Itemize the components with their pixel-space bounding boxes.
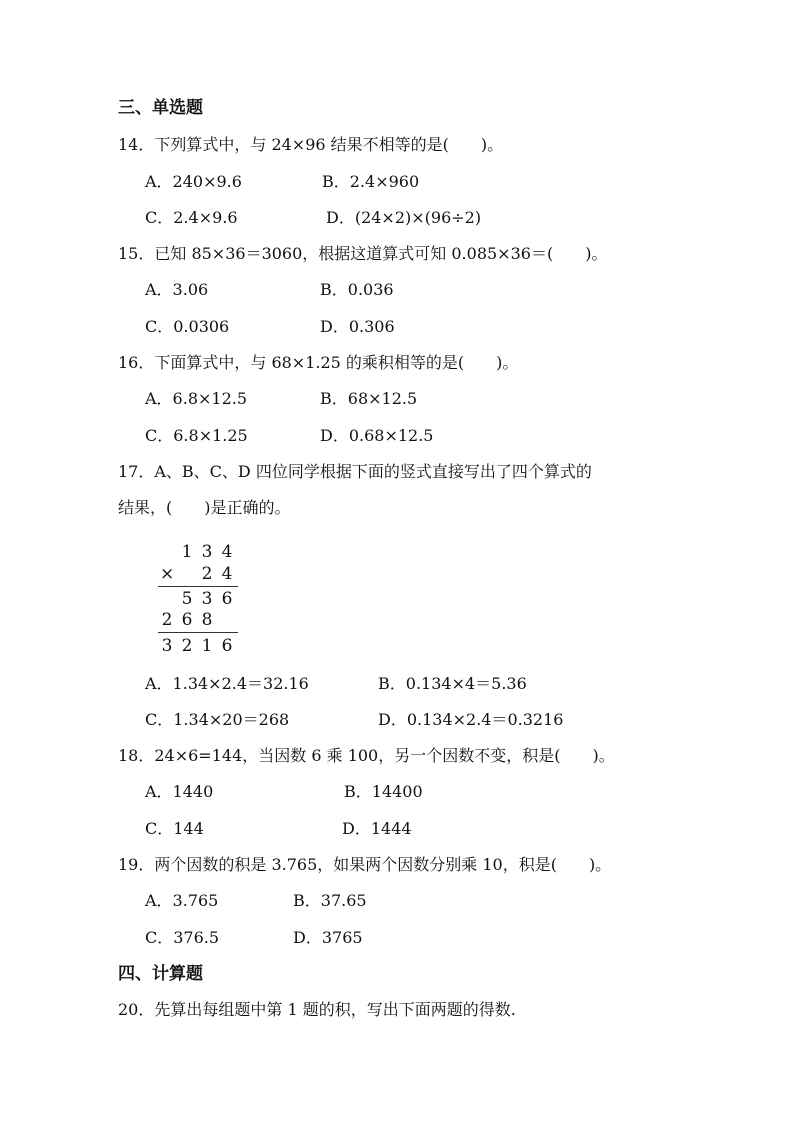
question-15-option-c[interactable]: C．0.0306: [145, 317, 230, 336]
question-18-option-b[interactable]: B．14400: [344, 782, 423, 801]
question-19-option-b[interactable]: B．37.65: [293, 891, 367, 910]
question-14-option-b[interactable]: B．2.4×960: [322, 172, 420, 191]
question-16-option-a[interactable]: A．6.8×12.5: [145, 389, 248, 408]
calc-digit: 2: [201, 564, 213, 584]
calc-digit: 3: [161, 636, 173, 656]
question-18-option-a[interactable]: A．1440: [145, 782, 214, 801]
question-16-option-b[interactable]: B．68×12.5: [320, 389, 418, 408]
question-16-option-c[interactable]: C．6.8×1.25: [145, 426, 248, 445]
question-14-option-a[interactable]: A．240×9.6: [145, 172, 242, 191]
question-17-option-b[interactable]: B．0.134×4＝5.36: [378, 674, 527, 693]
question-16-stem: 16．下面算式中，与 68×1.25 的乘积相等的是( )。: [118, 353, 519, 372]
calc-rule: [158, 632, 238, 633]
calc-digit: 6: [221, 589, 233, 609]
calc-digit: 1: [181, 542, 193, 562]
question-15-option-b[interactable]: B．0.036: [320, 280, 394, 299]
question-14-option-c[interactable]: C．2.4×9.6: [145, 208, 238, 227]
question-18-option-c[interactable]: C．144: [145, 819, 204, 838]
vertical-multiplication: [158, 542, 248, 658]
calc-digit: 6: [221, 636, 233, 656]
question-19-option-a[interactable]: A．3.765: [145, 891, 219, 910]
calc-rule: [158, 586, 238, 587]
question-18-stem: 18．24×6=144，当因数 6 乘 100，另一个因数不变，积是( )。: [118, 746, 615, 765]
question-17-stem-line2: 结果，( )是正确的。: [118, 498, 291, 517]
question-14-option-d[interactable]: D．(24×2)×(96÷2): [326, 208, 482, 227]
question-14-stem: 14．下列算式中，与 24×96 结果不相等的是( )。: [118, 135, 504, 154]
question-15-stem: 15．已知 85×36＝3060，根据这道算式可知 0.085×36＝( )。: [118, 244, 608, 263]
calc-digit: 1: [201, 636, 213, 656]
calc-digit: 6: [181, 610, 193, 630]
question-16-option-d[interactable]: D．0.68×12.5: [320, 426, 434, 445]
question-17-option-c[interactable]: C．1.34×20＝268: [145, 710, 290, 729]
question-20-stem: 20．先算出每组题中第 1 题的积，写出下面两题的得数.: [118, 1000, 516, 1019]
question-15-option-a[interactable]: A．3.06: [145, 280, 209, 299]
question-17-stem-line1: 17．A、B、C、D 四位同学根据下面的竖式直接写出了四个算式的: [118, 462, 592, 481]
question-17-option-d[interactable]: D．0.134×2.4＝0.3216: [378, 710, 564, 729]
calc-digit: 5: [181, 589, 193, 609]
question-18-option-d[interactable]: D．1444: [342, 819, 412, 838]
calc-digit: 4: [221, 564, 233, 584]
calc-digit: 2: [161, 610, 173, 630]
calc-digit: 3: [201, 542, 213, 562]
question-19-option-d[interactable]: D．3765: [293, 928, 363, 947]
question-19-option-c[interactable]: C．376.5: [145, 928, 220, 947]
question-15-option-d[interactable]: D．0.306: [320, 317, 395, 336]
question-17-option-a[interactable]: A．1.34×2.4＝32.16: [145, 674, 309, 693]
calc-digit: 4: [221, 542, 233, 562]
calc-digit: 3: [201, 589, 213, 609]
calc-digit: 2: [181, 636, 193, 656]
section-heading-calculation: 四、计算题: [118, 964, 203, 984]
section-heading-single-choice: 三、单选题: [118, 98, 203, 118]
question-19-stem: 19．两个因数的积是 3.765，如果两个因数分别乘 10，积是( )。: [118, 855, 612, 874]
multiply-sign: ×: [160, 564, 175, 584]
calc-digit: 8: [201, 610, 213, 630]
